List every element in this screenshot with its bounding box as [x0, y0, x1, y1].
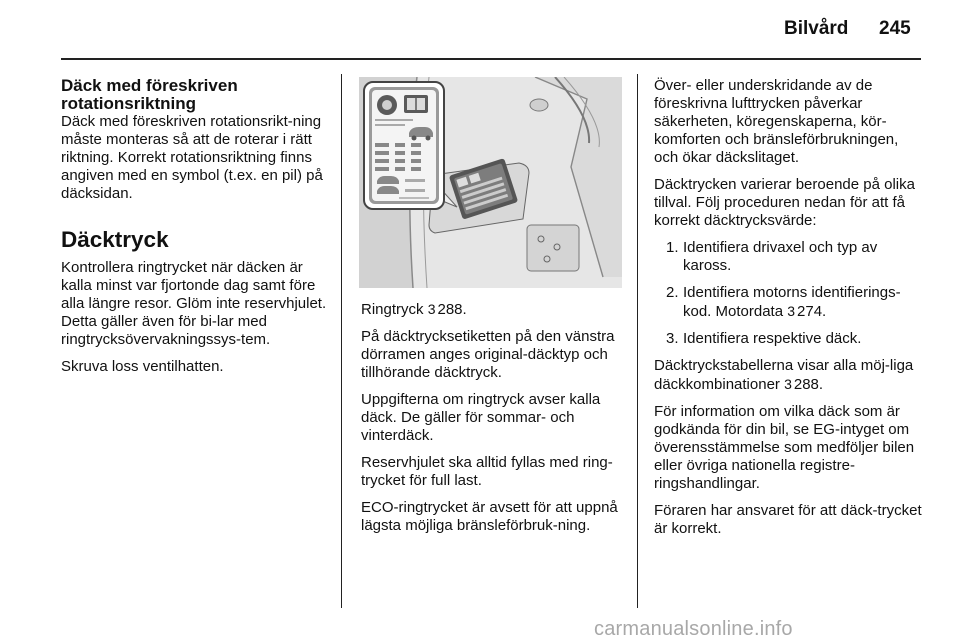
- reference-text: Ringtryck: [361, 301, 424, 318]
- paragraph-valve-cap: Skruva loss ventilhatten.: [61, 358, 224, 375]
- paragraph-cold-tires: Uppgifterna om ringtryck avser kalla däck. De gäller för sommar- och vinterdäck.: [361, 391, 601, 444]
- column-left: [61, 77, 327, 385]
- list-number: 1.: [666, 239, 679, 256]
- list-text: Identifiera motorns identifierings-kod. Motordata: [683, 284, 901, 320]
- column-divider-right: [637, 74, 638, 608]
- paragraph-door-label: På däcktrycksetiketten på den vänstra dörramen anges original-däcktyp och tillhörande däcktryck.: [361, 328, 615, 381]
- paragraph-check-pressure: Kontrollera ringtrycket när däcken är kalla minst var fjortonde dag samt före alla längre resor. Glöm inte reservhjulet. Detta gäller även för bi-lar med ringtrycksövervakningssys-tem.: [61, 259, 327, 348]
- list-item: [654, 284, 922, 321]
- paragraph-over-under-pressure: Över- eller underskridande av de föreskrivna lufttrycken påverkar säkerheten, köregenskaperna, kör-komforten och bränsleförbrukningen, och ökar däckslitaget.: [654, 77, 899, 166]
- paragraph-pressure-varies: Däcktrycken varierar beroende på olika tillval. Följ proceduren nedan för att få korrekt däcktrycksvärde:: [654, 176, 915, 229]
- reference-page[interactable]: 274.: [797, 303, 827, 320]
- list-number: 2.: [666, 284, 679, 301]
- reference-line: [361, 300, 623, 319]
- page-reference-icon: 3: [787, 303, 796, 319]
- door-frame-tire-label-illustration: [359, 77, 622, 288]
- paragraph-spare-wheel: Reservhjulet ska alltid fyllas med ring-trycket för full last.: [361, 454, 613, 489]
- paragraph-driver-responsibility: Föraren har ansvaret för att däck-trycket är korrekt.: [654, 502, 922, 537]
- reference-page[interactable]: 288.: [437, 301, 467, 318]
- reference-page[interactable]: 288.: [793, 376, 824, 393]
- page-number: 245: [879, 18, 911, 39]
- list-item: [654, 239, 922, 275]
- column-right: [654, 77, 922, 547]
- column-divider-left: [341, 74, 342, 608]
- page-reference-icon: 3: [427, 301, 436, 317]
- list-text: Identifiera drivaxel och typ av kaross.: [683, 239, 878, 274]
- page-reference-icon: 3: [784, 376, 792, 392]
- watermark: carmanualsonline.info: [594, 618, 793, 640]
- paragraph-eco-pressure: ECO-ringtrycket är avsett för att uppnå lägsta möjliga bränsleförbruk-ning.: [361, 499, 618, 534]
- section-heading-tire-pressure: Däcktryck: [61, 227, 169, 252]
- subheading-rotation: Däck med föreskriven rotationsriktning: [61, 76, 238, 113]
- list-text: Identifiera respektive däck.: [683, 330, 862, 347]
- list-item: [654, 330, 922, 348]
- header-divider: [61, 58, 921, 60]
- paragraph-rotation: Däck med föreskriven rotationsrikt-ning måste monteras så att de roterar i rätt riktning. Korrekt rotationsriktning finns angiven med en symbol (t.ex. en pil) på däcksidan.: [61, 113, 323, 202]
- list-number: 3.: [666, 330, 679, 347]
- page-header: [0, 0, 960, 62]
- procedure-list: [654, 239, 922, 348]
- column-middle: [361, 300, 623, 544]
- chapter-title: Bilvård: [784, 18, 849, 39]
- paragraph-approved-tires: För information om vilka däck som är godkända för din bil, se EG-intyget om överensstämmelse som medföljer bilen eller övriga nationella registre-ringshandlingar.: [654, 403, 915, 492]
- paragraph-tire-combinations: Däcktryckstabellerna visar alla möj-liga däckkombinationer 3 288.: [654, 357, 914, 393]
